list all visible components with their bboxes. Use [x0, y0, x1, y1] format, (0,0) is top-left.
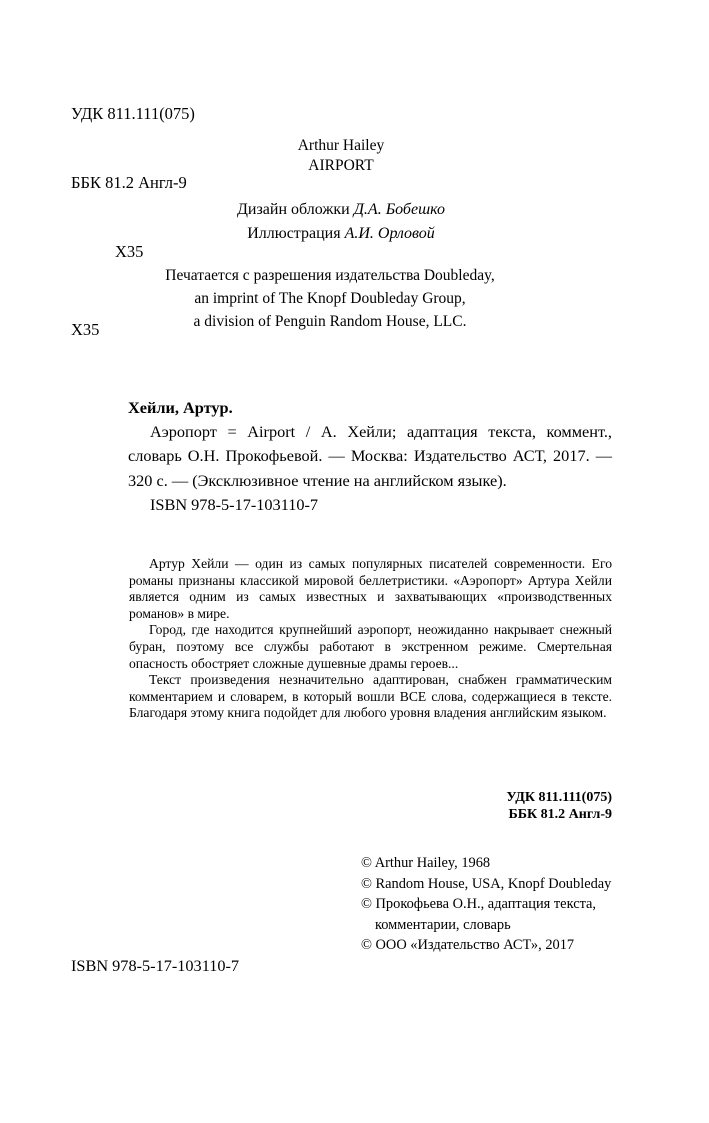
record-heading: Хейли, Артур.: [128, 398, 233, 417]
record-isbn: ISBN 978-5-17-103110-7: [150, 494, 319, 514]
illustration-label: Иллюстрация: [247, 225, 341, 242]
copyright-entry-author: © Arthur Hailey, 1968: [361, 855, 491, 871]
permission-line-2: an imprint of The Knopf Doubleday Group,: [194, 290, 466, 307]
copyright-entry-adaptation: © Прокофьева О.Н., адаптация текста, комментарии, словарь: [361, 896, 597, 933]
bbk-code-repeat: ББК 81.2 Англ-9: [508, 807, 612, 822]
cover-design-label: Дизайн обложки: [236, 201, 350, 218]
udk-code-repeat: УДК 811.111(075): [506, 790, 612, 805]
illustration-name: А.И. Орловой: [344, 225, 435, 242]
annotation-paragraph-2: Город, где находится крупнейший аэропорт, неожиданно накрывает снежный буран, поэтому все службы работают в экстренном режиме. Смертельная опасность обостряет сложные душевные драмы героев...: [129, 622, 612, 671]
classification-repeat-block: [0, 789, 612, 823]
annotation-block: [129, 556, 612, 722]
copyright-block: [361, 853, 616, 956]
shelf-mark-top: Х35: [115, 242, 144, 261]
title-block: [0, 136, 682, 176]
annotation-paragraph-3: Текст произведения незначительно адаптирован, снабжен грамматическим комментарием и словарем, в который вошли ВСЕ слова, содержащиеся в тексте. Благодаря этому книга подойдет для любого уровня владения английским языком.: [129, 672, 612, 721]
credits-block: [0, 198, 682, 246]
copyright-entry-publisher-ru: © ООО «Издательство АСТ», 2017: [361, 937, 575, 954]
illustration-credit: [0, 222, 682, 246]
shelf-mark-left: Х35: [71, 320, 100, 339]
permission-line-1: Печатается с разрешения издательства Doubleday,: [165, 267, 495, 284]
annotation-paragraph-1: Артур Хейли — один из самых популярных писателей современности. Его романы признаны классикой мировой беллетристики. «Аэропорт» Артура Хейли является одним из самых известных и захватывающих «производственных романов» в мире.: [129, 556, 612, 621]
permission-line-3: a division of Penguin Random House, LLC.: [193, 313, 467, 330]
copyright-entry-publisher-original: © Random House, USA, Knopf Doubleday: [361, 875, 612, 892]
cover-design-credit: [0, 198, 682, 222]
cover-design-name: Д.А. Бобешко: [353, 201, 446, 218]
book-title: AIRPORT: [308, 157, 374, 174]
isbn-bottom: ISBN 978-5-17-103110-7: [71, 956, 240, 975]
bibliographic-record: [128, 396, 612, 517]
record-body: Аэропорт = Airport / А. Хейли; адаптация текста, коммент., словарь О.Н. Прокофьевой. — Москва: Издательство АСТ, 2017. — 320 с. — (Эксклюзивное чтение на английском языке).: [128, 422, 612, 490]
bbk-code: ББК 81.2 Англ-9: [71, 173, 187, 192]
udk-code: УДК 811.111(075): [71, 104, 195, 123]
book-author: Arthur Hailey: [297, 137, 385, 154]
